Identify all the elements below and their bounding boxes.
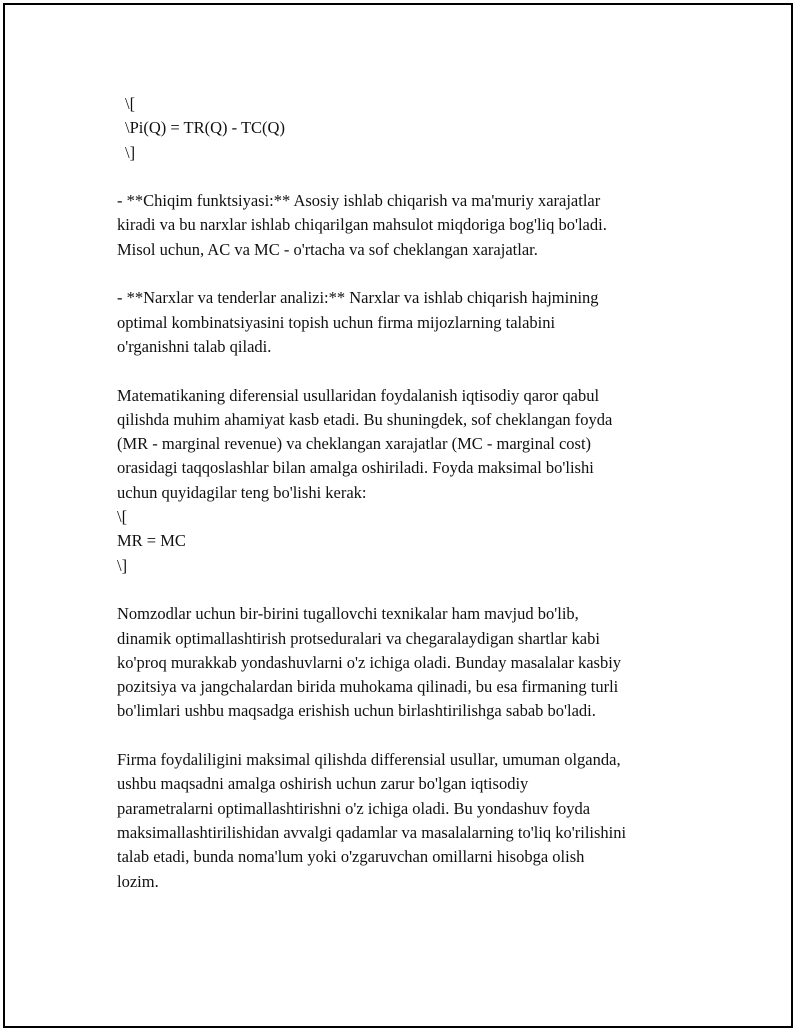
text-line: Misol uchun, AC va MC - o'rtacha va sof cheklangan xarajatlar. — [117, 239, 538, 259]
formula-open: \[ — [117, 507, 128, 527]
formula-profit — [117, 92, 697, 165]
paragraph-conclusion — [117, 748, 697, 894]
text-line: o'rganishni talab qiladi. — [117, 336, 272, 356]
text-line: parametralarni optimallashtirishni o'z ichiga oladi. Bu yondashuv foyda — [117, 798, 591, 818]
paragraph-cost-function — [117, 189, 697, 262]
paragraph-gap — [117, 165, 697, 189]
text-line: - **Chiqim funktsiyasi:** Asosiy ishlab chiqarish va ma'muriy xarajatlar — [117, 191, 601, 211]
text-line: dinamik optimallashtirish protseduralari va chegaralaydigan shartlar kabi — [117, 628, 600, 648]
text-line: ko'proq murakkab yondashuvlarni o'z ichiga oladi. Bunday masalalar kasbiy — [117, 652, 622, 672]
formula-close: \] — [125, 142, 136, 162]
text-line: optimal kombinatsiyasini topish uchun firma mijozlarning talabini — [117, 312, 556, 332]
formula-mr-mc — [117, 505, 697, 578]
text-line: uchun quyidagilar teng bo'lishi kerak: — [117, 482, 367, 502]
text-line: qilishda muhim ahamiyat kasb etadi. Bu shuningdek, sof cheklangan foyda — [117, 409, 613, 429]
paragraph-price-analysis — [117, 286, 697, 359]
paragraph-gap — [117, 724, 697, 748]
text-line: maksimallashtirilishidan avvalgi qadamlar va masalalarning to'liq ko'rilishini — [117, 822, 627, 842]
text-line: Matematikaning diferensial usullaridan foydalanish iqtisodiy qaror qabul — [117, 385, 600, 405]
text-line: talab etadi, bunda noma'lum yoki o'zgaruvchan omillarni hisobga olish — [117, 847, 585, 867]
paragraph-differential — [117, 384, 697, 505]
paragraph-candidates — [117, 602, 697, 723]
text-line: ushbu maqsadni amalga oshirish uchun zarur bo'lgan iqtisodiy — [117, 774, 529, 794]
document-body — [117, 92, 697, 894]
text-line: bo'limlari ushbu maqsadga erishish uchun birlashtirilishga sabab bo'ladi. — [117, 701, 596, 721]
text-line: - **Narxlar va tenderlar analizi:** Narxlar va ishlab chiqarish hajmining — [117, 288, 599, 308]
text-line: kiradi va bu narxlar ishlab chiqarilgan mahsulot miqdoriga bog'liq bo'ladi. — [117, 215, 607, 235]
text-line: Nomzodlar uchun bir-birini tugallovchi texnikalar ham mavjud bo'lib, — [117, 604, 579, 624]
text-line: orasidagi taqqoslashlar bilan amalga oshiriladi. Foyda maksimal bo'lishi — [117, 458, 594, 478]
formula-expression: MR = MC — [117, 531, 186, 551]
formula-open: \[ — [125, 94, 136, 113]
text-line: pozitsiya va jangchalardan birida muhokama qilinadi, bu esa firmaning turli — [117, 677, 619, 697]
paragraph-gap — [117, 262, 697, 286]
text-line: (MR - marginal revenue) va cheklangan xarajatlar (MC - marginal cost) — [117, 434, 592, 454]
paragraph-gap — [117, 359, 697, 383]
paragraph-gap — [117, 578, 697, 602]
text-line: Firma foydaliligini maksimal qilishda differensial usullar, umuman olganda, — [117, 750, 621, 770]
text-line: lozim. — [117, 871, 159, 891]
formula-expression: \Pi(Q) = TR(Q) - TC(Q) — [125, 118, 285, 138]
formula-close: \] — [117, 555, 128, 575]
